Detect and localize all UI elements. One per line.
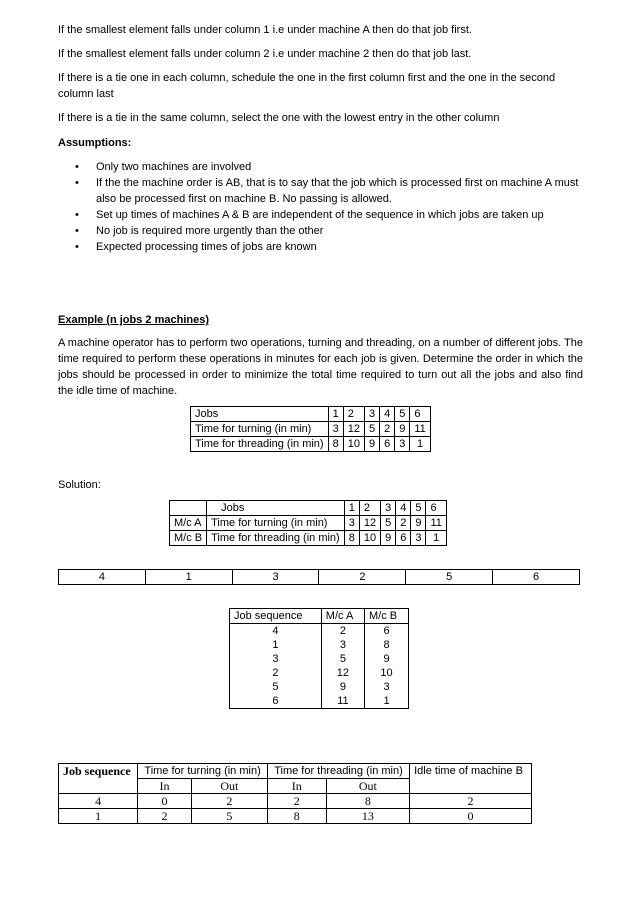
table-cell: 2 [343, 407, 364, 422]
idle-time-table [58, 763, 532, 824]
table-cell: 10 [365, 666, 409, 680]
table-row [230, 609, 409, 624]
table-cell: 1 [410, 437, 430, 452]
table-cell: 8 [326, 794, 410, 809]
table-cell: 4 [230, 624, 322, 639]
table-cell: 2 [230, 666, 322, 680]
table-cell: 0 [410, 809, 532, 824]
table-row [170, 531, 447, 546]
table-cell: 2 [380, 422, 395, 437]
table-cell: 6 [230, 694, 322, 709]
table-cell: 1 [365, 694, 409, 709]
table-row [59, 764, 532, 779]
table-cell [170, 501, 207, 516]
table-cell: 1 [426, 531, 446, 546]
table-cell: 2 [138, 809, 192, 824]
table-cell: 3 [321, 638, 364, 652]
table-cell: 11 [410, 422, 430, 437]
input-table [190, 406, 431, 452]
table-cell: 9 [365, 652, 409, 666]
table-header: Time for threading (in min) [267, 764, 409, 779]
table-cell: 5 [411, 501, 426, 516]
table-row [191, 422, 431, 437]
table-cell: 5 [395, 407, 410, 422]
sequence-cell: 1 [145, 570, 232, 585]
example-heading: Example (n jobs 2 machines) [58, 314, 209, 326]
sequence-cell: 6 [493, 570, 580, 585]
table-header: M/c A [321, 609, 364, 624]
assumption-text: If the the machine order is AB, that is to say that the job which is processed first on machine A must also be processed first on machine B. No passing is allowed. [96, 177, 579, 205]
table-cell: 5 [230, 680, 322, 694]
table-cell: 1 [230, 638, 322, 652]
table-cell: 8 [344, 531, 359, 546]
table-row [191, 407, 431, 422]
table-subheader: In [138, 779, 192, 794]
table-cell: Jobs [191, 407, 329, 422]
table-row [170, 501, 447, 516]
assumption-text: No job is required more urgently than the other [96, 225, 324, 237]
table-cell: 2 [359, 501, 380, 516]
table-cell: 5 [321, 652, 364, 666]
table-cell: 6 [426, 501, 446, 516]
machine-table [169, 500, 447, 546]
table-cell: 5 [191, 809, 267, 824]
bullet-icon: • [75, 161, 79, 173]
rule-2: If the smallest element falls under column 2 i.e under machine 2 then do that job last. [58, 48, 472, 60]
table-header: Job sequence [59, 764, 138, 794]
table-cell: 9 [364, 437, 379, 452]
table-cell: 12 [343, 422, 364, 437]
table-header: Job sequence [230, 609, 322, 624]
assumption-text: Only two machines are involved [96, 161, 252, 173]
table-cell: 4 [396, 501, 411, 516]
bullet-icon: • [75, 209, 79, 221]
table-row [59, 570, 580, 585]
sequence-cell: 4 [59, 570, 146, 585]
table-cell: 3 [344, 516, 359, 531]
table-cell: 2 [396, 516, 411, 531]
assumption-text: Set up times of machines A & B are independent of the sequence in which jobs are taken up [96, 209, 544, 221]
table-cell: 8 [328, 437, 343, 452]
table-cell: 10 [343, 437, 364, 452]
table-cell: 0 [138, 794, 192, 809]
rule-4: If there is a tie in the same column, select the one with the lowest entry in the other column [58, 112, 500, 124]
table-header: M/c B [365, 609, 409, 624]
table-row [230, 652, 409, 666]
assumptions-heading: Assumptions: [58, 137, 132, 149]
table-cell: Jobs [207, 501, 345, 516]
table-cell: 9 [411, 516, 426, 531]
table-cell: 1 [59, 809, 138, 824]
table-cell: 8 [365, 638, 409, 652]
table-cell: 2 [410, 794, 532, 809]
table-cell: 12 [321, 666, 364, 680]
table-subheader: In [267, 779, 326, 794]
table-cell: 1 [344, 501, 359, 516]
sequence-cell: 5 [406, 570, 493, 585]
table-cell: 4 [380, 407, 395, 422]
table-cell: 6 [380, 437, 395, 452]
table-cell: 3 [365, 680, 409, 694]
table-cell: 3 [328, 422, 343, 437]
example-text: A machine operator has to perform two operations, turning and threading, on a number of different jobs. The time required to perform these operations in minutes for each job is given. Determine the order in which the jobs should be processed in order to minimize the total time required to turn out all the jobs and also find the idle time of machine. [58, 337, 583, 397]
table-cell: M/c B [170, 531, 207, 546]
bullet-icon: • [75, 225, 79, 237]
table-cell: 2 [191, 794, 267, 809]
table-cell: 3 [411, 531, 426, 546]
table-row [59, 809, 532, 824]
bullet-icon: • [75, 177, 79, 189]
table-cell: Time for threading (in min) [207, 531, 345, 546]
table-cell: Time for threading (in min) [191, 437, 329, 452]
bullet-icon: • [75, 241, 79, 253]
table-cell: Time for turning (in min) [207, 516, 345, 531]
table-row [170, 516, 447, 531]
sequence-cell: 3 [232, 570, 319, 585]
table-cell: 9 [395, 422, 410, 437]
table-cell: 1 [328, 407, 343, 422]
table-cell: 4 [59, 794, 138, 809]
table-cell: 8 [267, 809, 326, 824]
sequence-cell: 2 [319, 570, 406, 585]
table-cell: Time for turning (in min) [191, 422, 329, 437]
table-cell: 11 [321, 694, 364, 709]
rule-3: If there is a tie one in each column, schedule the one in the first column first and the one in the second column last [58, 72, 556, 100]
table-subheader: Out [326, 779, 410, 794]
table-cell: 6 [365, 624, 409, 639]
table-cell: 6 [396, 531, 411, 546]
table-cell: 9 [381, 531, 396, 546]
table-cell: 3 [230, 652, 322, 666]
table-cell: 3 [395, 437, 410, 452]
table-cell: M/c A [170, 516, 207, 531]
table-cell: 10 [359, 531, 380, 546]
table-cell: 5 [364, 422, 379, 437]
table-row [230, 624, 409, 639]
table-cell: 5 [381, 516, 396, 531]
table-row [230, 694, 409, 709]
table-row [191, 437, 431, 452]
job-sequence-table [229, 608, 409, 709]
table-cell: 9 [321, 680, 364, 694]
table-cell: 11 [426, 516, 446, 531]
table-header: Time for turning (in min) [138, 764, 268, 779]
table-cell: 2 [267, 794, 326, 809]
table-subheader: Out [191, 779, 267, 794]
table-cell: 12 [359, 516, 380, 531]
solution-label: Solution: [58, 479, 101, 491]
rule-1: If the smallest element falls under column 1 i.e under machine A then do that job first. [58, 24, 472, 36]
sequence-table [58, 569, 580, 585]
table-cell: 3 [364, 407, 379, 422]
table-cell: 2 [321, 624, 364, 639]
table-row [59, 794, 532, 809]
table-row [230, 638, 409, 652]
assumption-text: Expected processing times of jobs are known [96, 241, 317, 253]
table-cell: 6 [410, 407, 430, 422]
table-header: Idle time of machine B [410, 764, 532, 794]
table-cell: 13 [326, 809, 410, 824]
table-cell: 3 [381, 501, 396, 516]
table-row [230, 666, 409, 680]
table-row [230, 680, 409, 694]
